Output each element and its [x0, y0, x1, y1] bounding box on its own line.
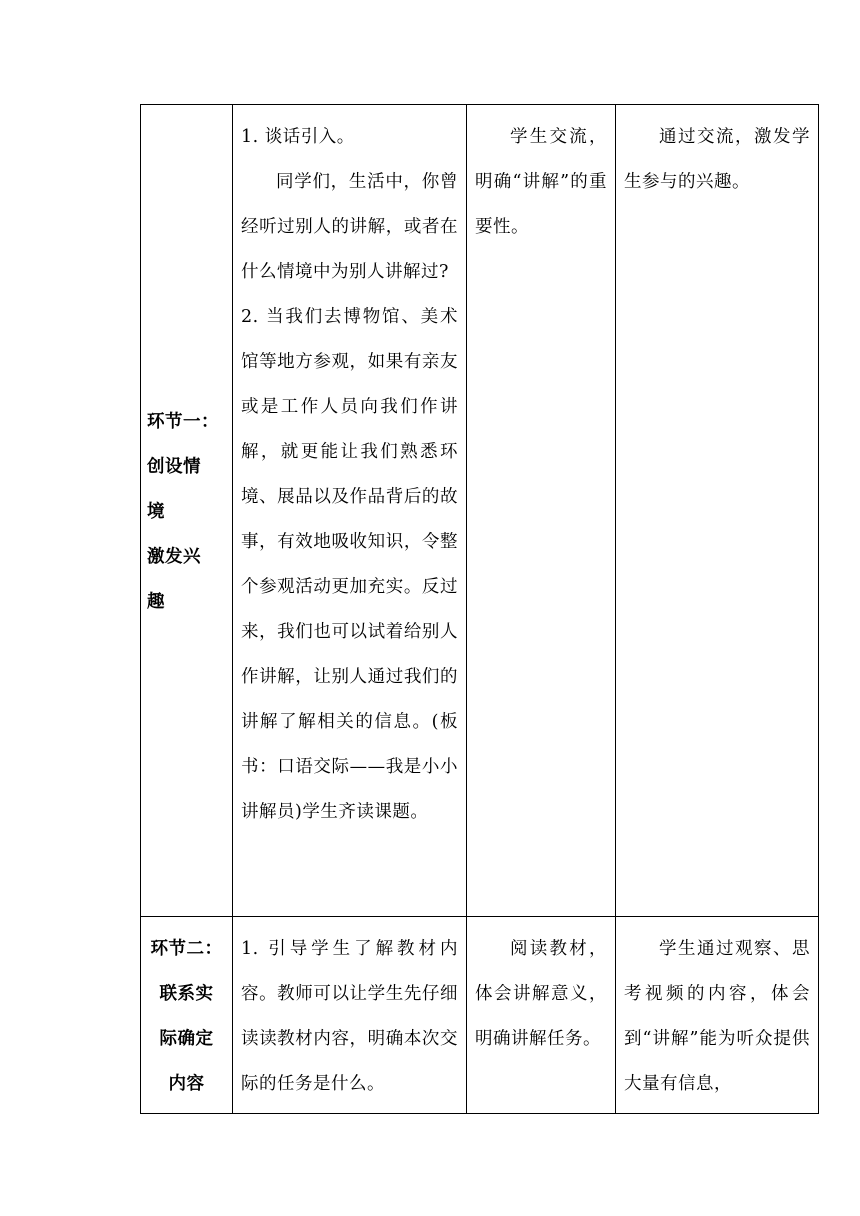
- table-row: [141, 917, 819, 1114]
- design-intent-cell: [616, 105, 819, 917]
- stage-cell: [141, 917, 233, 1114]
- student-activity-text: 学生交流，明确“讲解”的重要性。: [475, 127, 607, 237]
- teacher-paragraph: 2. 当我们去博物馆、美术馆等地方参观，如果有亲友或是工作人员向我们作讲解，就更能让我们熟悉环境、展品以及作品背后的故事，有效地吸收知识，令整个参观活动更加充实。反过来，我们也可以试着给别人作讲解，让别人通过我们的讲解了解相关的信息。(板书：口语交际——我是小小讲解员)学生齐读课题。: [241, 307, 458, 822]
- teacher-paragraph: 1. 引导学生了解教材内容。教师可以让学生先仔细读读教材内容，明确本次交际的任务是什么。: [241, 939, 458, 1094]
- teacher-paragraph: 同学们，生活中，你曾经听过别人的讲解，或者在什么情境中为别人讲解过?: [241, 172, 458, 282]
- student-activity-cell: [467, 105, 616, 917]
- table-row: [141, 105, 819, 917]
- stage-title: 环节二： 联系实 际确定 内容: [150, 939, 223, 1094]
- lesson-plan-table: [140, 104, 819, 1114]
- stage-title: 环节一： 创设情 境 激发兴 趣: [147, 412, 219, 612]
- design-intent-cell: [616, 917, 819, 1114]
- design-intent-text: 通过交流，激发学生参与的兴趣。: [624, 127, 810, 192]
- student-activity-text: 阅读教材，体会讲解意义，明确讲解任务。: [475, 939, 607, 1049]
- student-activity-cell: [467, 917, 616, 1114]
- stage-cell: [141, 105, 233, 917]
- teacher-activity-cell: [233, 917, 467, 1114]
- design-intent-text: 学生通过观察、思考视频的内容，体会到“讲解”能为听众提供大量有信息，: [624, 939, 810, 1094]
- teacher-activity-cell: [233, 105, 467, 917]
- teacher-paragraph: 1. 谈话引入。: [241, 127, 355, 147]
